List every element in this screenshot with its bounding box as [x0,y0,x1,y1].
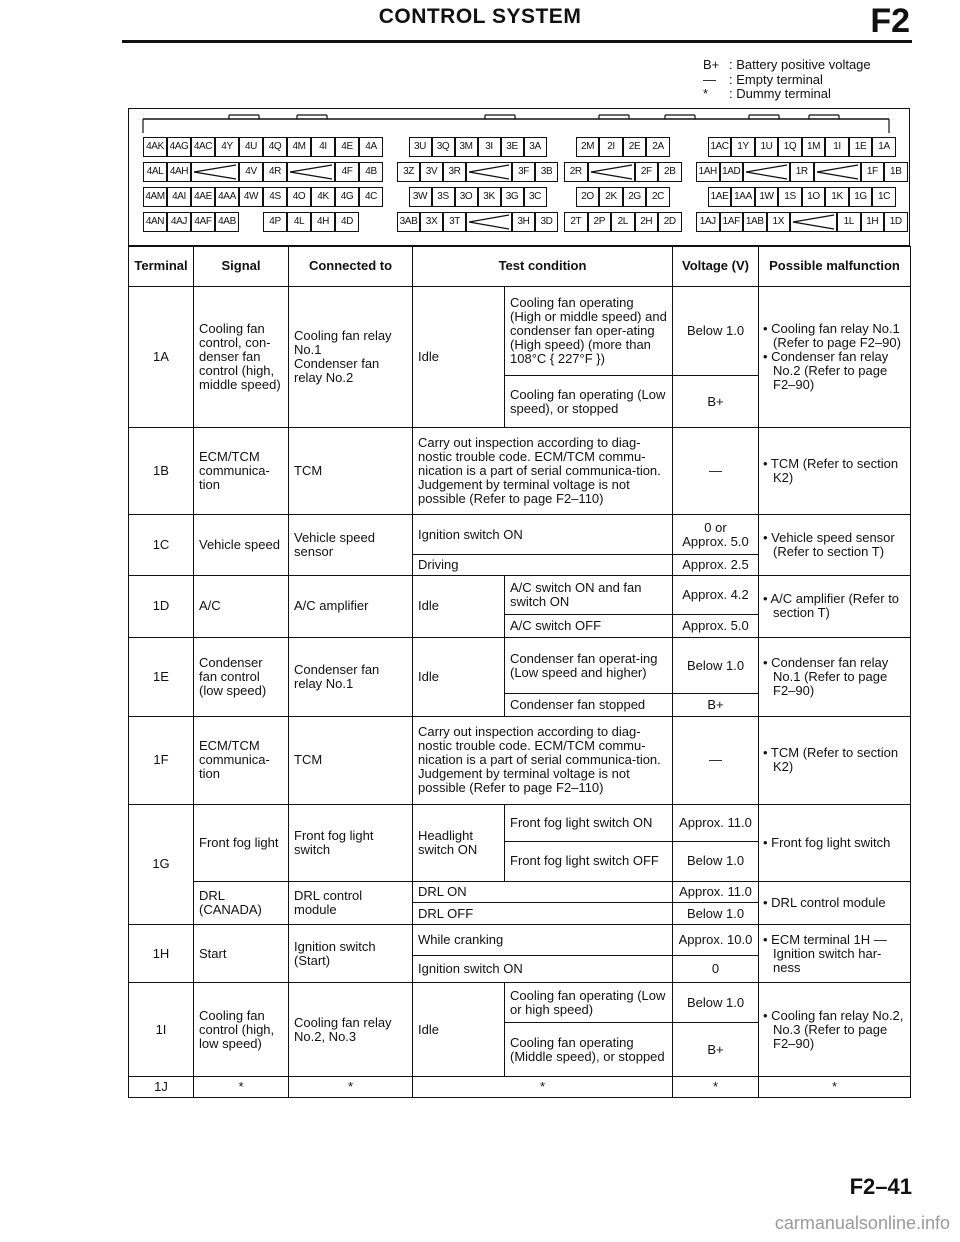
terminal-pin: 1O [802,187,826,207]
terminal-pin: 1Y [731,137,755,157]
malfunction-cell [759,515,911,575]
voltage-cell: Below 1.0 [673,638,759,694]
signal-cell: Cooling fan control, con-denser fan control (high, middle speed) [194,286,289,427]
terminal-pin: 4AN [143,212,167,232]
terminal-pin: 1G [849,187,873,207]
condition-cell: * [413,1077,673,1098]
voltage-cell: 0 [673,956,759,983]
col-voltage: Voltage (V) [673,247,759,287]
condition-cell: A/C switch OFF [505,615,673,638]
signal-cell: ECM/TCM communica-tion [194,428,289,515]
terminal-pin: 2H [635,212,659,232]
terminal-pin: 1A [872,137,896,157]
connected-cell: Cooling fan relay No.2, No.3 [289,983,413,1077]
malfunction-cell [759,983,911,1077]
table-row [129,286,911,375]
condition-cell: Idle [413,575,505,637]
terminal-cell: 1A [129,286,194,427]
terminal-pin: 2G [623,187,647,207]
malfunction-cell [759,286,911,427]
terminal-pin: 1AE [708,187,732,207]
connector-diagram [128,108,910,246]
connected-cell: DRL control module [289,881,413,925]
voltage-cell: Approx. 10.0 [673,925,759,956]
terminal-pin: 3I [478,137,501,157]
terminal-pin: 4AJ [167,212,191,232]
section-code: F2 [870,2,910,40]
voltage-cell: Approx. 11.0 [673,804,759,841]
terminal-pin: 3Z [397,162,420,182]
terminal-pin: 3A [524,137,547,157]
signal-cell: A/C [194,575,289,637]
condition-cell: Front fog light switch OFF [505,841,673,881]
voltage-cell: Approx. 4.2 [673,575,759,615]
signal-cell: Cooling fan control (high, low speed) [194,983,289,1077]
voltage-cell: — [673,428,759,515]
terminal-pin: 1L [837,212,861,232]
malfunction-item: • Vehicle speed sensor (Refer to section T) [763,530,895,560]
cross-icon [744,163,789,181]
terminal-pin: 3O [455,187,478,207]
table-row [129,575,911,615]
condition-cell: Cooling fan operating (High or middle speed) and condenser fan oper-ating (High speed) (more than 108°C { 227°F }) [505,286,673,375]
terminal-pin: 4B [359,162,383,182]
malfunction-cell [759,575,911,637]
watermark: carmanualsonline.info [774,1213,950,1233]
terminal-cell: 1G [129,804,194,925]
terminal-pin: 4A [359,137,383,157]
terminal-pin: 3X [420,212,443,232]
malfunction-cell: * [759,1077,911,1098]
table-row [129,638,911,694]
terminal-pin: 1U [755,137,779,157]
col-test-condition: Test condition [413,247,673,287]
terminal-pin: 4H [311,212,335,232]
signal-cell: DRL (CANADA) [194,881,289,925]
cross-icon [589,163,634,181]
voltage-cell: Below 1.0 [673,983,759,1023]
terminal-pin: 4W [239,187,263,207]
condition-cell: Idle [413,638,505,717]
terminal-pin: 3M [455,137,478,157]
empty-terminal-cross [466,212,512,232]
terminal-pin: 1E [849,137,873,157]
terminal-pin: 1Q [778,137,802,157]
voltage-cell: Below 1.0 [673,286,759,375]
terminal-pin: 4AB [215,212,239,232]
terminal-pin: 3R [443,162,466,182]
empty-terminal-cross [588,162,635,182]
terminal-pin: 4S [263,187,287,207]
connected-cell: TCM [289,428,413,515]
condition-cell: DRL OFF [413,903,673,925]
condition-cell: DRL ON [413,881,673,903]
col-terminal: Terminal [129,247,194,287]
terminal-pin: 2B [658,162,682,182]
terminal-pin: 4AM [143,187,167,207]
page-number: F2–41 [849,1174,912,1199]
terminal-pin: 1D [884,212,908,232]
voltage-cell: B+ [673,694,759,717]
terminal-cell: 1F [129,717,194,804]
terminal-pin: 3Q [432,137,455,157]
terminal-pin: 4V [239,162,263,182]
malfunction-cell [759,925,911,983]
terminal-pin: 2C [646,187,670,207]
legend-text: : Battery positive voltage [729,57,871,72]
terminal-pin: 3H [512,212,535,232]
table-row [129,983,911,1023]
terminal-pin: 4AG [167,137,191,157]
malfunction-cell [759,428,911,515]
terminal-pin: 4U [239,137,263,157]
condition-cell: Driving [413,554,673,575]
cross-icon [791,213,836,231]
terminal-pin: 1AC [708,137,732,157]
connected-cell: * [289,1077,413,1098]
terminal-pin: 3E [501,137,524,157]
legend-symbol: — [703,71,716,87]
terminal-pin: 3U [409,137,432,157]
signal-cell: * [194,1077,289,1098]
terminal-cell: 1I [129,983,194,1077]
condition-cell: Front fog light switch ON [505,804,673,841]
condition-cell: Cooling fan operating (Low speed), or stopped [505,376,673,428]
terminal-pin: 4AC [191,137,215,157]
condition-cell: A/C switch ON and fan switch ON [505,575,673,615]
terminal-pin: 3B [535,162,558,182]
terminal-pin: 2P [588,212,612,232]
malfunction-cell [759,881,911,925]
voltage-cell: Below 1.0 [673,903,759,925]
terminal-pin: 4L [287,212,311,232]
voltage-cell: — [673,717,759,804]
terminal-pin: 2D [658,212,682,232]
empty-terminal-cross [287,162,335,182]
col-connected: Connected to [289,247,413,287]
terminal-pin: 2K [599,187,623,207]
terminal-pin: 1AJ [696,212,720,232]
voltage-cell: * [673,1077,759,1098]
terminal-pin: 4E [335,137,359,157]
terminal-pin: 2A [646,137,670,157]
voltage-cell: Approx. 11.0 [673,881,759,903]
terminal-pin: 1X [767,212,791,232]
condition-cell: Headlight switch ON [413,804,505,881]
col-signal: Signal [194,247,289,287]
terminal-pin: 3T [443,212,466,232]
connected-cell: Front fog light switch [289,804,413,881]
terminal-pin: 4AH [167,162,191,182]
terminal-spec-table [128,246,911,1098]
legend [703,58,871,102]
table-row [129,804,911,841]
terminal-pin: 1M [802,137,826,157]
condition-cell: Condenser fan stopped [505,694,673,717]
terminal-pin: 4Q [263,137,287,157]
empty-terminal-cross [191,162,239,182]
terminal-pin: 4O [287,187,311,207]
malfunction-cell [759,638,911,717]
voltage-cell: Approx. 2.5 [673,554,759,575]
terminal-cell: 1D [129,575,194,637]
terminal-pin: 3G [501,187,524,207]
voltage-cell: Approx. 5.0 [673,615,759,638]
signal-cell: Vehicle speed [194,515,289,575]
table-row [129,881,911,903]
condition-cell: Ignition switch ON [413,956,673,983]
signal-cell: Condenser fan control (low speed) [194,638,289,717]
malfunction-item: • Condenser fan relay No.1 (Refer to page F2–90) [763,655,889,699]
malfunction-cell [759,804,911,881]
condition-cell: While cranking [413,925,673,956]
voltage-cell: 0 or Approx. 5.0 [673,515,759,555]
terminal-pin: 4AE [191,187,215,207]
terminal-pin: 1AD [720,162,744,182]
terminal-pin: 4AK [143,137,167,157]
connected-cell: A/C amplifier [289,575,413,637]
connected-cell: Cooling fan relay No.1 Condenser fan relay No.2 [289,286,413,427]
terminal-pin: 4D [335,212,359,232]
terminal-pin: 3S [432,187,455,207]
terminal-pin: 4P [263,212,287,232]
legend-symbol: * [703,86,709,101]
empty-terminal-cross [814,162,861,182]
terminal-pin: 3AB [397,212,420,232]
legend-text: : Empty terminal [729,71,823,87]
terminal-pin: 4AF [191,212,215,232]
terminal-cell: 1E [129,638,194,717]
cross-icon [288,163,334,181]
condition-cell: Cooling fan operating (Middle speed), or stopped [505,1022,673,1076]
legend-item [703,87,871,102]
terminal-pin: 1C [872,187,896,207]
terminal-pin: 4R [263,162,287,182]
terminal-pin: 1AH [696,162,720,182]
cross-icon [467,163,511,181]
page-title: CONTROL SYSTEM [378,5,582,28]
malfunction-item: • DRL control module [763,894,886,910]
empty-terminal-cross [790,212,837,232]
table-row [129,428,911,515]
signal-cell: Start [194,925,289,983]
terminal-pin: 4AA [215,187,239,207]
terminal-pin: 3F [512,162,535,182]
table-row [129,925,911,956]
table-row [129,717,911,804]
legend-symbol: B+ [703,57,720,72]
empty-terminal-cross [743,162,790,182]
terminal-pin: 4I [311,137,335,157]
connected-cell: TCM [289,717,413,804]
malfunction-item: • ECM terminal 1H — Ignition switch har-ness [763,931,887,975]
terminal-pin: 3C [524,187,547,207]
malfunction-item: • Front fog light switch [763,834,891,850]
terminal-pin: 3W [409,187,432,207]
table-row [129,1077,911,1098]
terminal-pin: 1AF [720,212,744,232]
header-rule [122,40,912,43]
terminal-pin: 2F [635,162,659,182]
cross-icon [192,163,238,181]
terminal-pin: 1S [778,187,802,207]
terminal-pin: 3D [535,212,558,232]
malfunction-item: • TCM (Refer to section K2) [763,745,899,775]
terminal-pin: 2E [623,137,647,157]
malfunction-cell [759,717,911,804]
col-malfunction: Possible malfunction [759,247,911,287]
condition-cell: Ignition switch ON [413,515,673,555]
terminal-pin: 2M [576,137,600,157]
terminal-pin: 1I [825,137,849,157]
terminal-cell: 1B [129,428,194,515]
terminal-pin: 3V [420,162,443,182]
malfunction-item: • Condenser fan relay No.2 (Refer to page F2–90) [763,348,889,392]
terminal-pin: 4M [287,137,311,157]
legend-text: : Dummy terminal [729,86,831,101]
connected-cell: Vehicle speed sensor [289,515,413,575]
connected-cell: Ignition switch (Start) [289,925,413,983]
malfunction-item: • Cooling fan relay No.2, No.3 (Refer to page F2–90) [763,1007,904,1051]
terminal-pin: 3K [478,187,501,207]
terminal-pin: 4C [359,187,383,207]
signal-cell: Front fog light [194,804,289,881]
cross-icon [815,163,860,181]
terminal-pin: 2I [599,137,623,157]
signal-cell: ECM/TCM communica-tion [194,717,289,804]
table-row [129,515,911,555]
malfunction-item: • A/C amplifier (Refer to section T) [763,591,900,621]
terminal-pin: 1K [825,187,849,207]
terminal-pin: 1W [755,187,779,207]
condition-cell: Idle [413,983,505,1077]
connected-cell: Condenser fan relay No.1 [289,638,413,717]
terminal-cell: 1J [129,1077,194,1098]
terminal-pin: 1B [884,162,908,182]
table-header-row [129,247,911,287]
voltage-cell: B+ [673,376,759,428]
malfunction-item: • TCM (Refer to section K2) [763,456,899,486]
cross-icon [467,213,511,231]
terminal-pin: 1F [861,162,885,182]
terminal-pin: 4Y [215,137,239,157]
terminal-pin: 2O [576,187,600,207]
terminal-pin: 1H [861,212,885,232]
condition-cell: Condenser fan operat-ing (Low speed and higher) [505,638,673,694]
terminal-pin: 4K [311,187,335,207]
terminal-pin: 4AI [167,187,191,207]
terminal-pin: 1R [790,162,814,182]
terminal-cell: 1H [129,925,194,983]
condition-cell: Carry out inspection according to diag-nostic trouble code. ECM/TCM commu-nication is a part of serial communica-tion. Judgement by terminal voltage is not possible (Refer to page F2–110) [413,717,673,804]
terminal-pin: 4G [335,187,359,207]
terminal-pin: 2R [564,162,588,182]
terminal-pin: 4F [335,162,359,182]
legend-item [703,58,871,73]
condition-cell: Cooling fan operating (Low or high speed) [505,983,673,1023]
terminal-pin: 2L [611,212,635,232]
voltage-cell: Below 1.0 [673,841,759,881]
malfunction-item: • Cooling fan relay No.1 (Refer to page F2–90) [763,320,901,350]
terminal-pin: 2T [564,212,588,232]
terminal-pin: 1AB [743,212,767,232]
legend-item [703,73,871,88]
empty-terminal-cross [466,162,512,182]
terminal-pin: 4AL [143,162,167,182]
voltage-cell: B+ [673,1022,759,1076]
terminal-cell: 1C [129,515,194,575]
terminal-pin: 1AA [731,187,755,207]
condition-cell: Carry out inspection according to diag-nostic trouble code. ECM/TCM commu-nication is a part of serial communica-tion. Judgement by terminal voltage is not possible (Refer to page F2–110) [413,428,673,515]
condition-cell: Idle [413,286,505,427]
